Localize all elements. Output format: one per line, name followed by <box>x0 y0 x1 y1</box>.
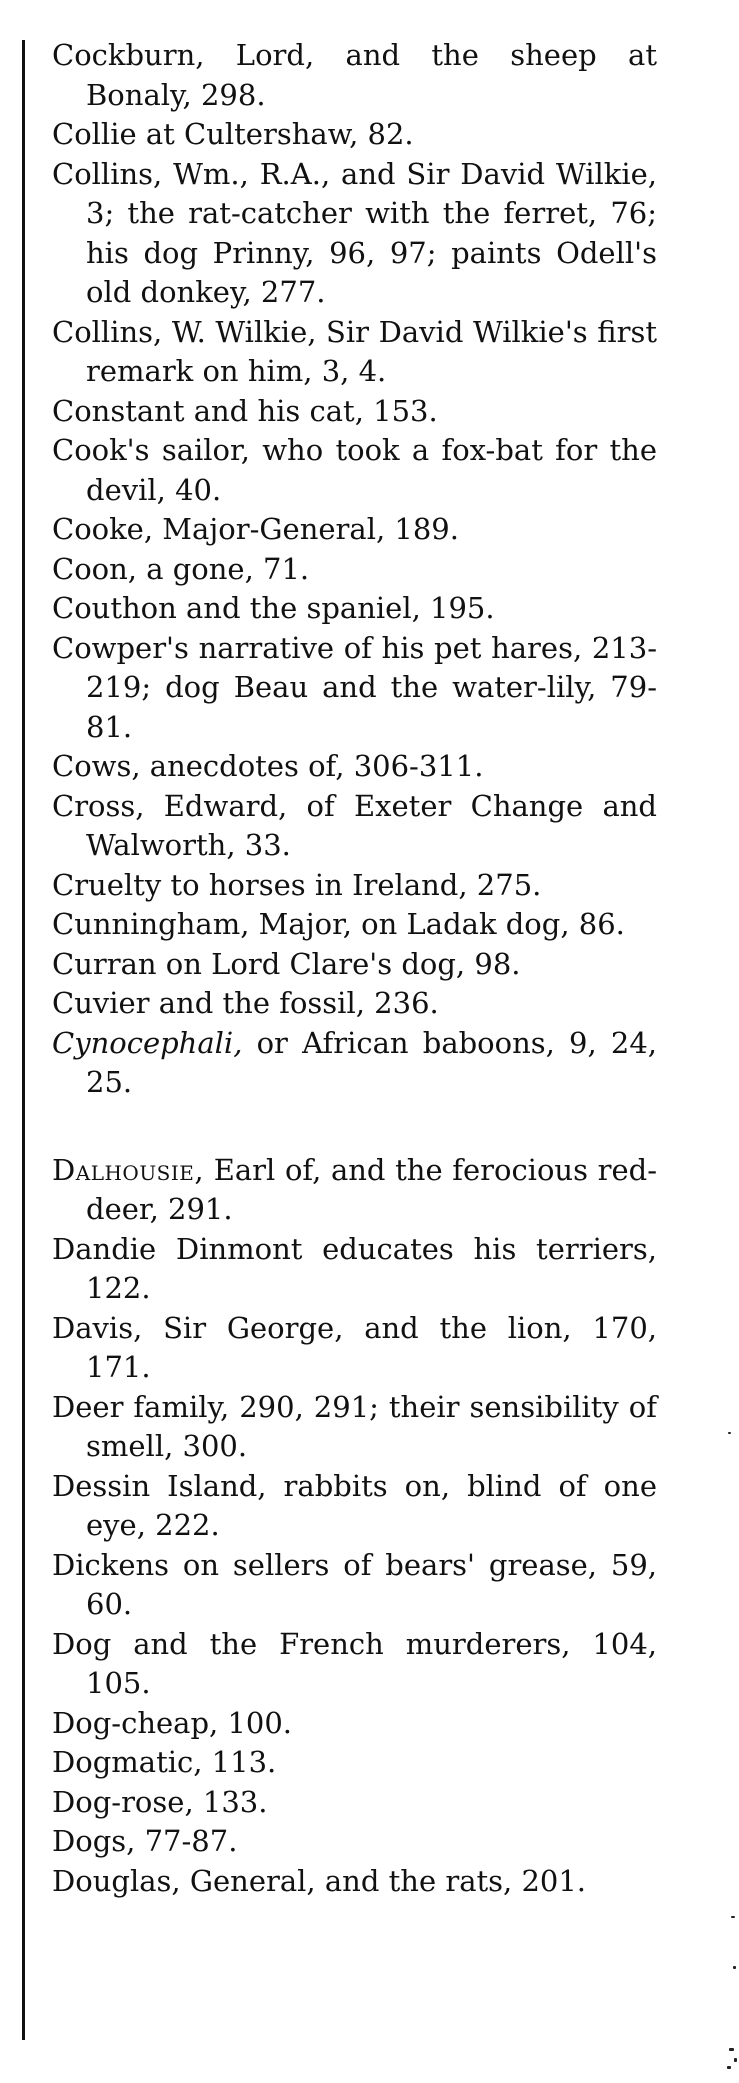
index-entry: Dog and the French murderers, 104, 105. <box>52 1626 657 1700</box>
index-entry: Dogmatic, 113. <box>52 1745 277 1779</box>
scan-speck <box>728 1432 731 1434</box>
scan-speck <box>729 2048 734 2051</box>
index-entry: Dandie Dinmont educates his terriers, 122. <box>52 1231 657 1305</box>
index-entry: Couthon and the spaniel, 195. <box>52 591 495 625</box>
entry-rest: Earl of, and the ferocious red-deer, 291. <box>86 1152 657 1226</box>
index-entry: Coon, a gone, 71. <box>52 551 310 586</box>
entry-head-italic: Cynocephali, <box>52 1025 243 1060</box>
index-entry: Cook's sailor, who took a fox-bat for the devil, 40. <box>52 433 657 507</box>
index-entry: Davis, Sir George, and the lion, 170, 171. <box>52 1310 657 1384</box>
entry-rest: or African baboons, 9, 24, 25. <box>86 1025 657 1099</box>
index-entry: Dog-rose, 133. <box>52 1784 268 1819</box>
index-entry: Collins, Wm., R.A., and Sir David Wilkie, 3; the rat-catcher with the ferret, 76; his dog Prinny, 96, 97; paints Odell's old donkey, 277. <box>52 156 657 309</box>
scan-speck <box>727 2066 731 2069</box>
index-entry: Deer family, 290, 291; their sensibility of smell, 300. <box>52 1389 657 1463</box>
index-entry: Cockburn, Lord, and the sheep at Bonaly, 298. <box>52 38 657 112</box>
index-entry: Constant and his cat, 153. <box>52 393 438 428</box>
scan-speck <box>731 1916 735 1918</box>
scan-speck <box>733 1966 736 1969</box>
index-entry: Cunningham, Major, on Ladak dog, 86. <box>52 907 625 941</box>
index-entry: Collins, W. Wilkie, Sir David Wilkie's first remark on him, 3, 4. <box>52 314 657 388</box>
index-entry: Cows, anecdotes of, 306-311. <box>52 749 484 783</box>
index-entry: Cruelty to horses in Ireland, 275. <box>52 867 542 902</box>
scan-speck <box>734 2058 737 2062</box>
entry-head-smallcaps: Dalhousie, <box>52 1152 205 1187</box>
index-entry: Cross, Edward, of Exeter Change and Walworth, 33. <box>52 788 657 862</box>
index-entry: Collie at Cultershaw, 82. <box>52 117 414 151</box>
index-entry-dalhousie <box>52 1151 657 1230</box>
letter-section-gap <box>52 1103 657 1151</box>
index-entry-cynocephali <box>52 1024 657 1103</box>
index-entry: Curran on Lord Clare's dog, 98. <box>52 946 521 981</box>
index-entry: Cooke, Major-General, 189. <box>52 512 459 546</box>
index-entry: Dessin Island, rabbits on, blind of one eye, 222. <box>52 1468 657 1542</box>
index-entry: Dickens on sellers of bears' grease, 59, 60. <box>52 1547 657 1621</box>
margin-rule <box>22 40 25 2040</box>
index-entry: Douglas, General, and the rats, 201. <box>52 1863 587 1898</box>
index-entry: Cowper's narrative of his pet hares, 213-219; dog Beau and the water-lily, 79-81. <box>52 630 657 744</box>
index-entry: Dogs, 77-87. <box>52 1824 238 1858</box>
index-entry: Cuvier and the fossil, 236. <box>52 986 439 1020</box>
index-entry: Dog-cheap, 100. <box>52 1705 293 1740</box>
index-column <box>52 36 657 1901</box>
